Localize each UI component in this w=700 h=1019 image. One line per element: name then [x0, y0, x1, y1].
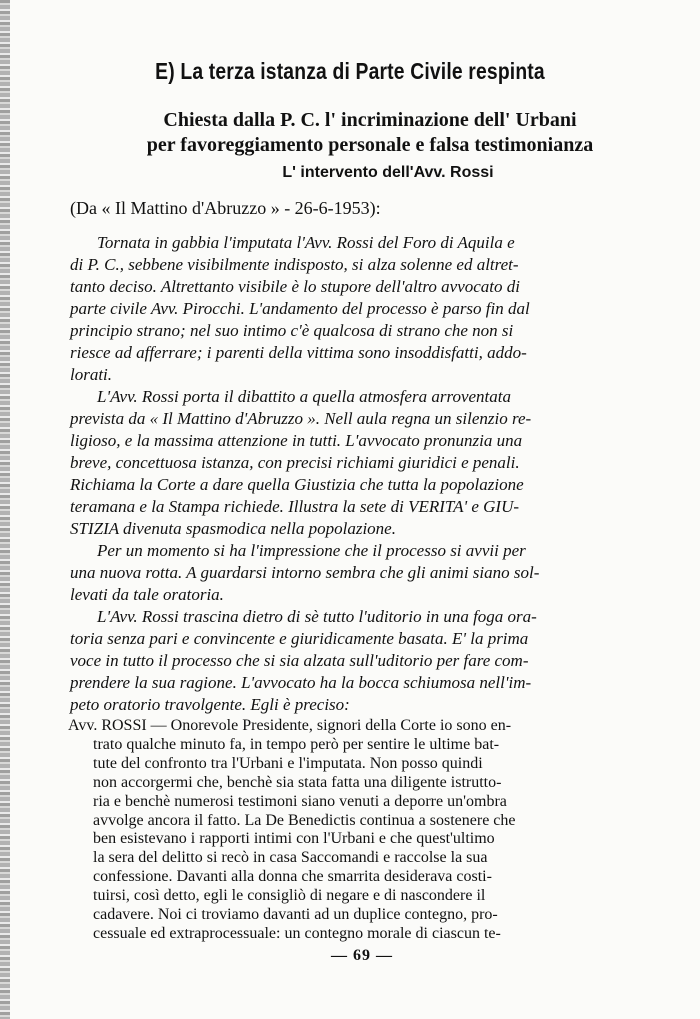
speech-line: cessuale ed extraprocessuale: un contegno morale di ciascun te-	[93, 925, 501, 942]
excerpt-line: prevista da « Il Mattino d'Abruzzo ». Nell aula regna un silenzio re-	[70, 409, 532, 428]
speech-line: la sera del delitto si recò in casa Saccomandi e raccolse la sua	[93, 849, 488, 866]
section-title: L' intervento dell'Avv. Rossi	[282, 164, 494, 181]
excerpt-line: tanto deciso. Altrettanto visibile è lo stupore dell'altro avvocato di	[70, 277, 520, 296]
excerpt-line: peto oratorio travolgente. Egli è preciso:	[70, 695, 350, 714]
subheading-line-1: Chiesta dalla P. C. l' incriminazione dell' Urbani	[163, 109, 577, 131]
excerpt-line: ligioso, e la massima attenzione in tutti. L'avvocato pronunzia una	[70, 431, 523, 450]
excerpt-line: toria senza pari e convincente e giuridicamente basata. E' la prima	[70, 629, 529, 648]
speech-line: avvolge ancora il fatto. La De Benedictis continua a sostenere che	[93, 812, 516, 829]
speech-line: non accorgermi che, benchè sia stata fatta una diligente istrutto-	[93, 774, 502, 791]
speech-line: cadavere. Noi ci troviamo davanti ad un duplice contegno, pro-	[93, 906, 498, 923]
excerpt-line: L'Avv. Rossi trascina dietro di sè tutto l'uditorio in una foga ora-	[97, 607, 537, 626]
speech-line: confessione. Davanti alla donna che smarrita desiderava costi-	[93, 868, 492, 885]
speech-line: trato qualche minuto fa, in tempo però per sentire le ultime bat-	[93, 736, 500, 753]
excerpt-line: prendere la sua ragione. L'avvocato ha la bocca schiumosa nell'im-	[70, 673, 532, 692]
subheading-line-2: per favoreggiamento personale e falsa testimonianza	[146, 134, 594, 156]
excerpt-line: levati da tale oratoria.	[70, 585, 224, 604]
speech-line: ben esistevano i rapporti intimi con l'Urbani e che quest'ultimo	[93, 830, 495, 847]
excerpt-line: breve, concettuosa istanza, con precisi richiami giuridici e penali.	[70, 453, 520, 472]
speech-line: tuirsi, così detto, egli le consigliò di negare e di nascondere il	[93, 887, 486, 904]
excerpt-line: L'Avv. Rossi porta il dibattito a quella atmosfera arroventata	[97, 387, 511, 406]
excerpt-line: parte civile Avv. Pirocchi. L'andamento del processo è parso fin dal	[70, 299, 530, 318]
excerpt-line: STIZIA divenuta spasmodica nella popolazione.	[70, 519, 396, 538]
excerpt-line: Richiama la Corte a dare quella Giustizia che tutta la popolazione	[70, 475, 524, 494]
excerpt-line: di P. C., sebbene visibilmente indisposto, si alza solenne ed altret-	[70, 255, 519, 274]
excerpt-line: teramana e la Stampa richiede. Illustra la sete di VERITA' e GIU-	[70, 497, 520, 516]
page-number: — 69 —	[331, 947, 393, 964]
page-heading: E) La terza istanza di Parte Civile respinta	[155, 58, 545, 84]
excerpt-line: riesce ad afferrare; i parenti della vittima sono insoddisfatti, addo-	[70, 343, 527, 362]
speech-line: ria e benchè numerosi testimoni siano venuti a deporre un'ombra	[93, 793, 507, 810]
excerpt-line: voce in tutto il processo che si sia alzata sull'uditorio per fare com-	[70, 651, 529, 670]
excerpt-line: principio strano; nel suo intimo c'è qualcosa di strano che non si	[70, 321, 514, 340]
excerpt-line: Per un momento si ha l'impressione che il processo si avvii per	[97, 541, 526, 560]
source-citation: (Da « Il Mattino d'Abruzzo » - 26-6-1953):	[70, 198, 381, 218]
speech-line: tute del confronto tra l'Urbani e l'imputata. Non posso quindi	[93, 755, 483, 772]
excerpt-line: lorati.	[70, 365, 113, 384]
speech-line: Avv. ROSSI — Onorevole Presidente, signori della Corte io sono en-	[68, 717, 512, 734]
excerpt-line: una nuova rotta. A guardarsi intorno sembra che gli animi siano sol-	[70, 563, 540, 582]
excerpt-line: Tornata in gabbia l'imputata l'Avv. Rossi del Foro di Aquila e	[97, 233, 515, 252]
